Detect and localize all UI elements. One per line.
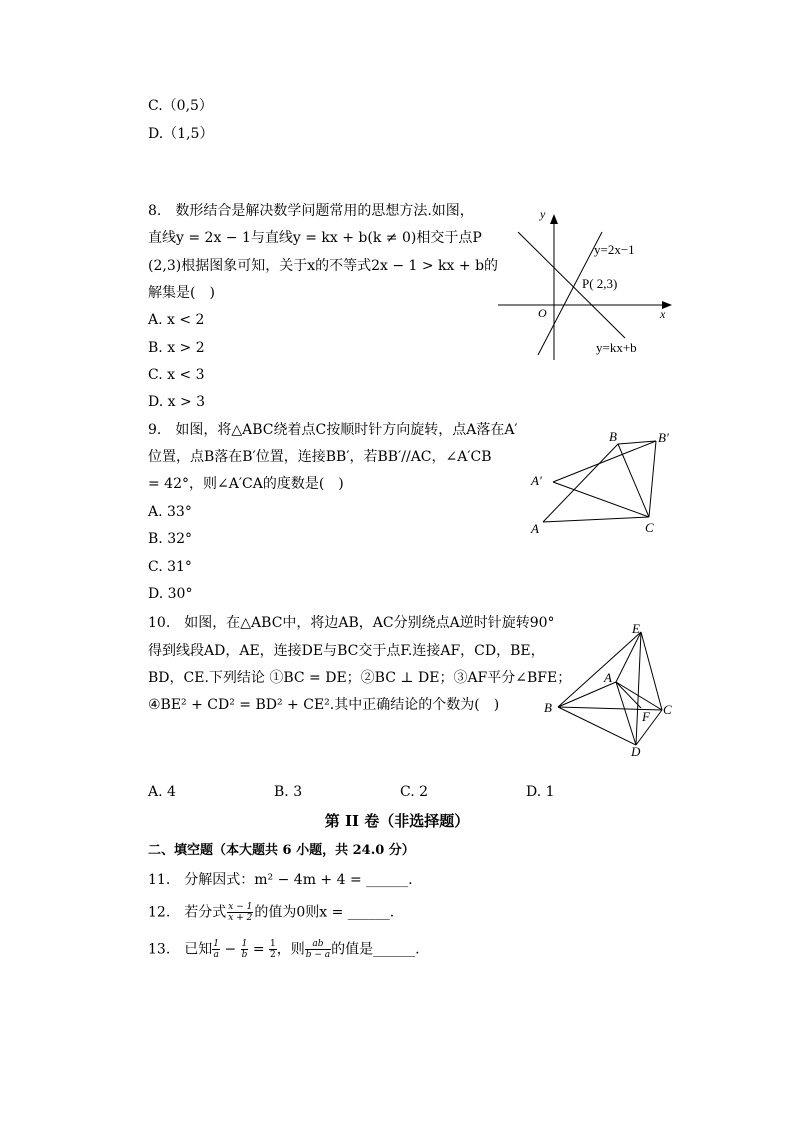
- line1-label: y=2x−1: [594, 242, 635, 257]
- line2-label: y=kx+b: [596, 340, 637, 355]
- q13-f2-denominator: b: [241, 950, 248, 960]
- q7-option-d: D.（1,5）: [148, 126, 214, 142]
- q13-prefix: 13. 已知: [148, 941, 213, 958]
- y-axis-arrow-icon: [550, 214, 558, 224]
- q10-stem-line4: ④BE² + CD² = BD² + CE².其中正确结论的个数为( ): [148, 697, 500, 713]
- segment-bc: [618, 444, 649, 517]
- q13-fraction-2: [241, 939, 249, 960]
- q12-stem: [148, 902, 394, 923]
- segment-b1c: [649, 441, 656, 517]
- q10-stem-line3: BD，CE.下列结论 ①BC = DE；②BC ⊥ DE；③AF平分∠BFE；: [148, 670, 572, 686]
- q10-option-b: B. 3: [274, 784, 303, 800]
- q8-option-b: B. x > 2: [148, 340, 205, 356]
- segment-de: [636, 632, 641, 745]
- q8-option-a: A. x < 2: [148, 312, 205, 328]
- line-y-2x-1: [538, 232, 602, 355]
- point-a-label: A: [604, 670, 612, 685]
- q13-minus: −: [224, 941, 237, 958]
- segment-a1b1: [553, 441, 656, 482]
- q8-option-c: C. x < 3: [148, 367, 205, 383]
- point-e-label: E: [632, 621, 640, 636]
- q8-stem-line1: 8. 数形结合是解决数学问题常用的思想方法.如图，: [148, 203, 474, 219]
- q13-f1-denominator: a: [213, 950, 219, 960]
- q13-f1-numerator: 1: [213, 939, 219, 949]
- q9-option-b: B. 32°: [148, 531, 193, 547]
- point-d-label: D: [631, 744, 641, 759]
- point-b1-label: B′: [658, 430, 669, 445]
- q12-numerator: x − 1: [228, 902, 253, 912]
- segment-a1c: [553, 482, 649, 517]
- point-c-label: C: [663, 702, 672, 717]
- q10-figure: [538, 620, 678, 760]
- q8-stem-line2: 直线y = 2x − 1与直线y = kx + b(k ≠ 0)相交于点P: [148, 230, 482, 246]
- q13-suffix: 的值是______.: [331, 941, 420, 958]
- q10-option-c: C. 2: [400, 784, 429, 800]
- q13-stem: [148, 939, 420, 960]
- segment-ad: [616, 682, 636, 745]
- point-p-label: P( 2,3): [582, 276, 618, 291]
- q10-stem-line2: 得到线段AD，AE，连接DE与BC交于点F.连接AF，CD，BE，: [148, 643, 545, 659]
- q7-option-c: C.（0,5）: [148, 98, 213, 114]
- q9-option-a: A. 33°: [148, 504, 192, 520]
- q13-equals: =: [252, 941, 265, 958]
- q9-figure: [525, 425, 685, 540]
- segment-ab: [543, 444, 618, 522]
- section-title: 第 II 卷（非选择题）: [324, 812, 470, 830]
- q10-stem-line1: 10. 如图，在△ABC中，将边AB，AC分别绕点A逆时针旋转90°: [148, 615, 555, 631]
- q12-suffix: 的值为0则x = ______.: [254, 904, 395, 921]
- q8-option-d: D. x > 3: [148, 394, 206, 410]
- q9-stem-line2: 位置，点B落在B′位置，连接BB′，若BB′//AC，∠A′CB: [148, 449, 492, 465]
- x-axis-label: x: [660, 307, 666, 321]
- point-a1-label: A′: [531, 473, 542, 488]
- q10-option-d: D. 1: [526, 784, 555, 800]
- point-b-label: B: [609, 429, 617, 444]
- q13-f3-denominator: 2: [270, 950, 276, 960]
- segment-ab: [558, 682, 616, 707]
- q10-option-a: A. 4: [148, 784, 176, 800]
- q13-fraction-1: [212, 939, 220, 960]
- point-f-label: F: [642, 709, 650, 724]
- q12-prefix: 12. 若分式: [148, 904, 227, 921]
- q9-stem-line3: = 42°，则∠A′CA的度数是( ): [148, 476, 344, 492]
- q12-denominator: x + 2: [228, 913, 253, 923]
- q13-mid: ，则: [276, 941, 305, 958]
- y-axis-label: y: [540, 207, 546, 221]
- q9-option-d: D. 30°: [148, 586, 193, 602]
- segment-ac: [543, 517, 649, 522]
- q8-stem-line3: (2,3)根据图象可知，关于x的不等式2x − 1 > kx + b的: [148, 258, 499, 274]
- q9-option-c: C. 31°: [148, 559, 192, 575]
- point-b-label: B: [544, 700, 552, 715]
- q13-f2-numerator: 1: [241, 939, 248, 949]
- q13-f4-denominator: b − a: [305, 950, 331, 960]
- point-c-label: C: [645, 520, 654, 535]
- origin-label: O: [538, 306, 547, 320]
- q13-fraction-4: [305, 939, 331, 960]
- segment-bd: [558, 707, 636, 745]
- q13-fraction-3: [269, 939, 277, 960]
- q8-figure: [490, 200, 680, 365]
- segment-ae: [616, 632, 641, 682]
- q8-stem-line4: 解集是( ): [148, 285, 215, 301]
- q13-f3-numerator: 1: [270, 939, 276, 949]
- q12-fraction: [227, 902, 253, 923]
- segment-ce: [641, 632, 662, 710]
- point-a-label: A: [531, 521, 539, 536]
- q13-f4-numerator: ab: [305, 939, 331, 950]
- q9-stem-line1: 9. 如图，将△ABC绕着点C按顺时针方向旋转，点A落在A′: [148, 422, 518, 438]
- q11-stem: 11. 分解因式：m² − 4m + 4 = ______.: [148, 872, 413, 888]
- section-heading: 二、填空题（本大题共 6 小题，共 24.0 分）: [148, 843, 415, 858]
